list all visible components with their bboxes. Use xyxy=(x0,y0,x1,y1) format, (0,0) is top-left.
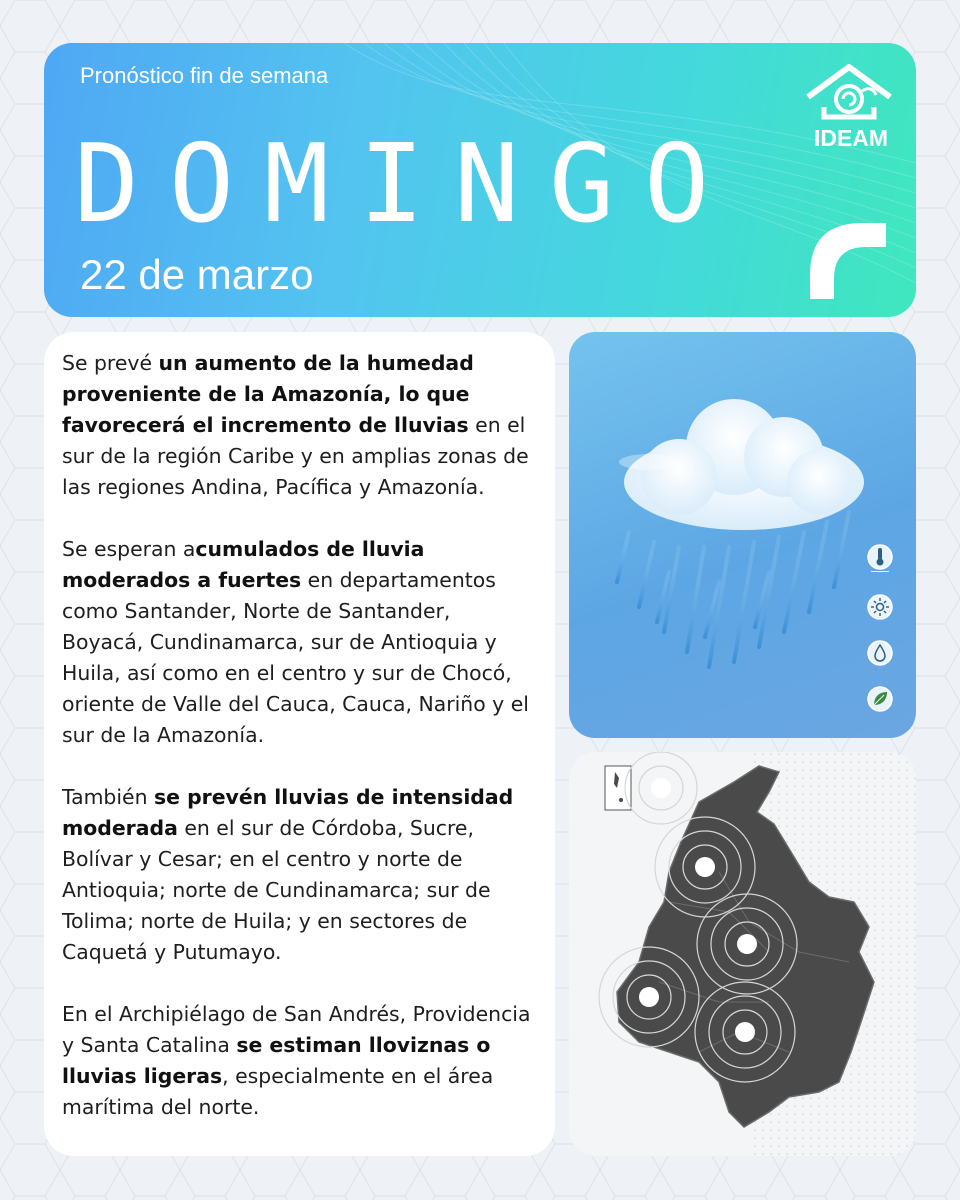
header-banner xyxy=(44,43,916,317)
forecast-paragraph xyxy=(62,534,537,751)
ideam-logo-icon xyxy=(804,61,894,123)
text: en el sur de la región Caribe y en amplias zonas de las regiones Andina, Pacífica y Amazonía. xyxy=(62,413,529,499)
logo-text: IDEAM xyxy=(813,125,889,151)
islands-inset xyxy=(605,766,631,810)
corner-arc-icon xyxy=(810,223,886,299)
text: , especialmente en el área marítima del norte. xyxy=(62,1064,494,1119)
bold-text: un aumento de la humedad proveniente de la Amazonía, lo que favorecerá el incremento de lluvias xyxy=(62,351,474,437)
rain-cloud-icon xyxy=(569,332,916,738)
water-drop-icon xyxy=(865,638,895,668)
date-label: 22 de marzo xyxy=(80,251,314,298)
day-title: DOMINGO xyxy=(74,122,740,247)
bold-text: cumulados de lluvia moderados a fuertes xyxy=(62,537,425,592)
text: También xyxy=(62,785,154,809)
text: en el sur de Córdoba, Sucre, Bolívar y Cesar; en el centro y norte de Antioquia; norte de Cundinamarca; sur de Tolima; norte de Huila; y en sectores de Caquetá y Putumayo. xyxy=(62,816,491,964)
text: En el Archipiélago de San Andrés, Providencia y Santa Catalina xyxy=(62,1002,531,1057)
colombia-map-card xyxy=(569,752,916,1156)
text: en departamentos como Santander, Norte de Santander, Boyacá, Cundinamarca, sur de Antioquia y Huila, así como en el centro y sur de Chocó, oriente de Valle del Cauca, Cauca, Nariño y el sur de la Amazonía. xyxy=(62,568,529,747)
bold-text: se prevén lluvias de intensidad moderada xyxy=(62,785,514,840)
forecast-paragraph xyxy=(62,782,537,968)
bold-text: se estiman lloviznas o lluvias ligeras xyxy=(62,1033,491,1088)
colombia-map xyxy=(569,752,916,1156)
forecast-paragraph xyxy=(62,999,537,1123)
text: Se esperan a xyxy=(62,537,196,561)
sun-icon xyxy=(865,592,895,622)
thermometer-icon xyxy=(865,542,895,572)
forecast-text-card xyxy=(44,332,555,1156)
text: Se prevé xyxy=(62,351,159,375)
leaf-icon xyxy=(865,684,895,714)
weather-illustration-card xyxy=(569,332,916,738)
header-subtitle: Pronóstico fin de semana xyxy=(80,63,329,88)
forecast-paragraph xyxy=(62,348,537,503)
